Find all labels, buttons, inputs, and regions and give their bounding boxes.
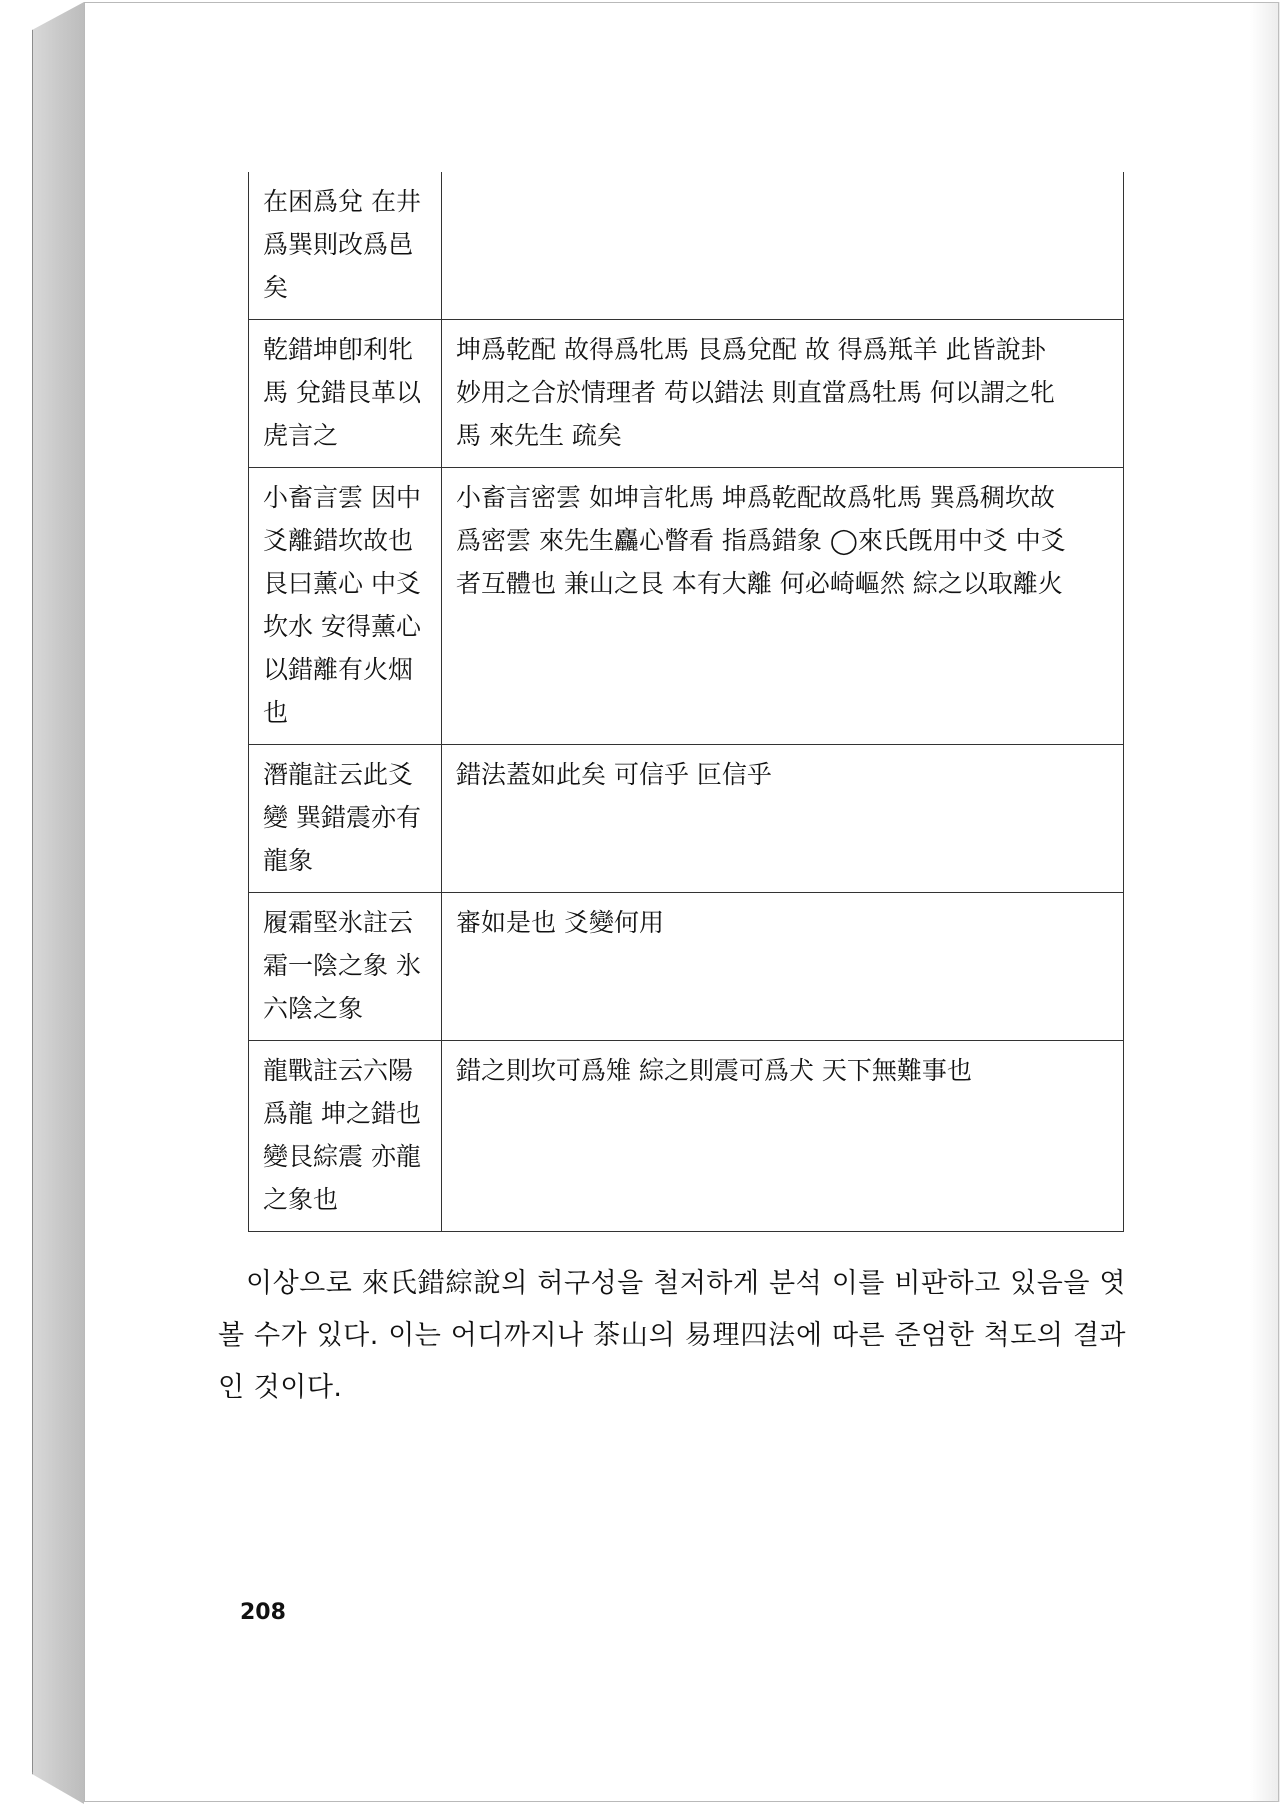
cell-text: 小畜言密雲 如坤言牝馬 坤爲乾配故爲牝馬 巽爲稠坎故 爲密雲 來先生麤心瞥看 指爲錯象 ◯來氏旣用中爻 中爻 者互體也 兼山之艮 本有大離 何必崎嶇然 綜之以取離火	[456, 483, 1066, 598]
table-cell-left	[249, 320, 442, 468]
cell-text: 小畜言雲 因中 爻離錯坎故也 艮曰薰心 中爻 坎水 安得薰心 以錯離有火烟 也	[263, 483, 421, 727]
commentary-table	[248, 172, 1124, 1232]
cell-text: 錯法蓋如此矣 可信乎 叵信乎	[456, 760, 772, 789]
table-cell-left	[249, 468, 442, 745]
table-row	[249, 1041, 1124, 1232]
cell-text: 潛龍註云此爻 變 巽錯震亦有 龍象	[263, 760, 421, 875]
table-row	[249, 172, 1124, 320]
cell-text: 坤爲乾配 故得爲牝馬 艮爲兌配 故 得爲羝羊 此皆說卦 妙用之合於情理者 苟以錯法 則直當爲牡馬 何以謂之牝 馬 來先生 疏矣	[456, 335, 1055, 450]
table-cell-right	[442, 320, 1124, 468]
cell-text: 審如是也 爻變何用	[456, 908, 664, 937]
book-spine	[32, 2, 85, 1804]
table-cell-left	[249, 1041, 442, 1232]
cell-text: 乾錯坤卽利牝 馬 兌錯艮革以 虎言之	[263, 335, 421, 450]
table-cell-left	[249, 893, 442, 1041]
table-cell-right	[442, 745, 1124, 893]
table-cell-left	[249, 745, 442, 893]
cell-text: 龍戰註云六陽 爲龍 坤之錯也 變艮綜震 亦龍 之象也	[263, 1056, 421, 1214]
page-number: 208	[240, 1600, 286, 1625]
cell-text: 錯之則坎可爲雉 綜之則震可爲犬 天下無難事也	[456, 1056, 972, 1085]
table-cell-right	[442, 893, 1124, 1041]
cell-text: 在困爲兌 在井 爲巽則改爲邑 矣	[263, 187, 421, 302]
cell-text: 履霜堅氷註云 霜一陰之象 氷 六陰之象	[263, 908, 421, 1023]
table-row	[249, 320, 1124, 468]
body-paragraph: 이상으로 來氏錯綜說의 허구성을 철저하게 분석 이를 비판하고 있음을 엿볼 수가 있다. 이는 어디까지나 茶山의 易理四法에 따른 준엄한 척도의 결과인 것이다.	[218, 1268, 1126, 1403]
table-row	[249, 468, 1124, 745]
table-cell-left	[249, 172, 442, 320]
page-shadow	[1250, 2, 1280, 1802]
table-cell-right	[442, 468, 1124, 745]
table-cell-right	[442, 1041, 1124, 1232]
table-row	[249, 745, 1124, 893]
table-cell-right	[442, 172, 1124, 320]
spine-edge	[32, 30, 33, 1772]
table-row	[249, 893, 1124, 1041]
